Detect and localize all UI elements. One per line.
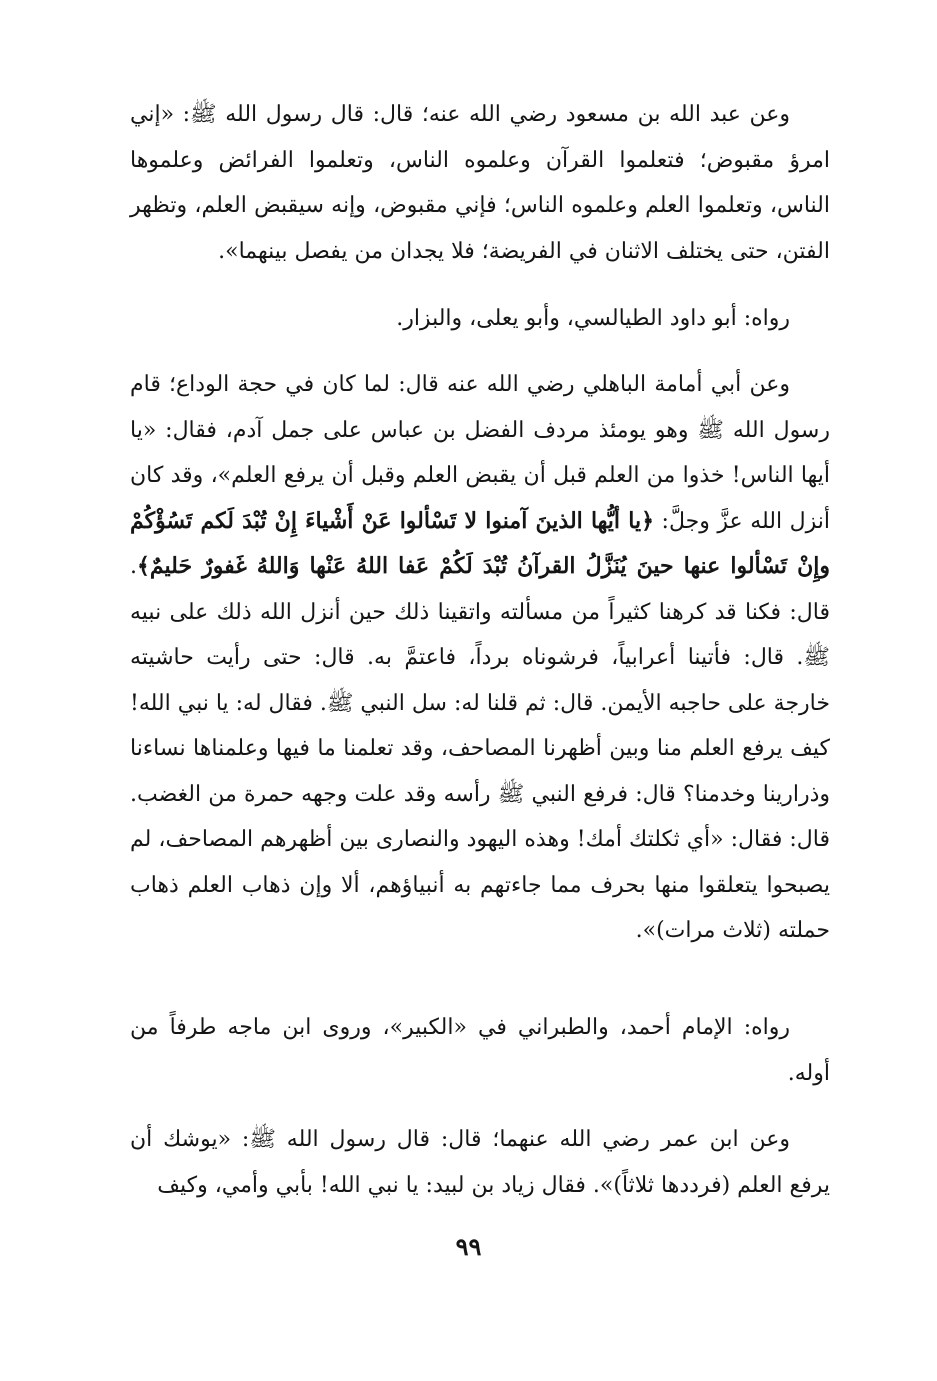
narration-source-1: رواه: أبو داود الطيالسي، وأبو يعلى، والبزار. (396, 306, 790, 331)
paragraph-continuation-text: . قال: فكنا قد كرهنا كثيراً من مسألته واتقينا ذلك حين أنزل الله ذلك على نبيه ﷺ. قال: فأتينا أعرابياً، فرشوناه برداً، فاعتمَّ به. قال: حتى رأيت حاشيته خارجة على حاجبه الأيمن. قال: ثم قلنا له: سل النبي ﷺ. فقال له: يا نبي الله! كيف يرفع العلم منا وبين أظهرنا المصاحف، وقد تعلمنا ما فيها وعلمناها نساءنا وذرارينا وخدمنا؟ قال: فرفع النبي ﷺ رأسه وقد علت وجهه حمرة من الغضب. قال: فقال: «أي ثكلتك أمك! وهذه اليهود والنصارى بين أظهرهم المصاحف، لم يصبحوا يتعلقوا منها بحرف مما جاءتهم به أنبياؤهم، ألا وإن ذهاب العلم ذهاب حملته (ثلاث مرات)». (130, 554, 830, 943)
page-number: ٩٩ (455, 1232, 482, 1261)
narration-source-2: رواه: الإمام أحمد، والطبراني في «الكبير»، وروى ابن ماجه طرفاً من أوله. (130, 1015, 830, 1086)
hadith-paragraph-ibn-umar: وعن ابن عمر رضي الله عنهما؛ قال: قال رسول الله ﷺ: «يوشك أن يرفع العلم (فرددها ثلاثاً)». فقال زياد بن لبيد: يا نبي الله! بأبي وأمي، وكيف (130, 1127, 830, 1198)
paragraph-text: وعن عبد الله بن مسعود رضي الله عنه؛ قال: قال رسول الله ﷺ: «إني امرؤ مقبوض؛ فتعلموا القرآن وعلموه الناس، وتعلموا الفرائض وعلموها الناس، وتعلموا العلم وعلموه الناس؛ فإني مقبوض، وإنه سيقبض العلم، وتظهر الفتن، حتى يختلف الاثنان في الفريضة؛ فلا يجدان من يفصل بينهما». (130, 102, 830, 264)
hadith-paragraph-ibn-masud (130, 92, 830, 274)
quran-verse: ﴿يا أيُّها الذينَ آمنوا لا تَسْألوا عَنْ أَشْياءَ إِنْ تُبْدَ لَكم تَسُؤْكُمْ وإِنْ تَسْألوا عنها حينَ يُنَزَّلُ القرآنُ تُبْدَ لَكُمْ عَفا اللهُ عَنْها وَاللهُ غَفورٌ حَليمٌ﴾ (130, 507, 830, 579)
hadith-paragraph-abu-umama (130, 362, 830, 954)
paragraph-intro-text: وعن أبي أمامة الباهلي رضي الله عنه قال: لما كان في حجة الوداع؛ قام رسول الله ﷺ وهو يومئذ مردف الفضل بن عباس على جمل آدم، فقال: «يا أيها الناس! خذوا من العلم قبل أن يقبض العلم وقبل أن يرفع العلم»، وقد كان أنزل الله عزَّ وجلَّ: (130, 372, 830, 534)
